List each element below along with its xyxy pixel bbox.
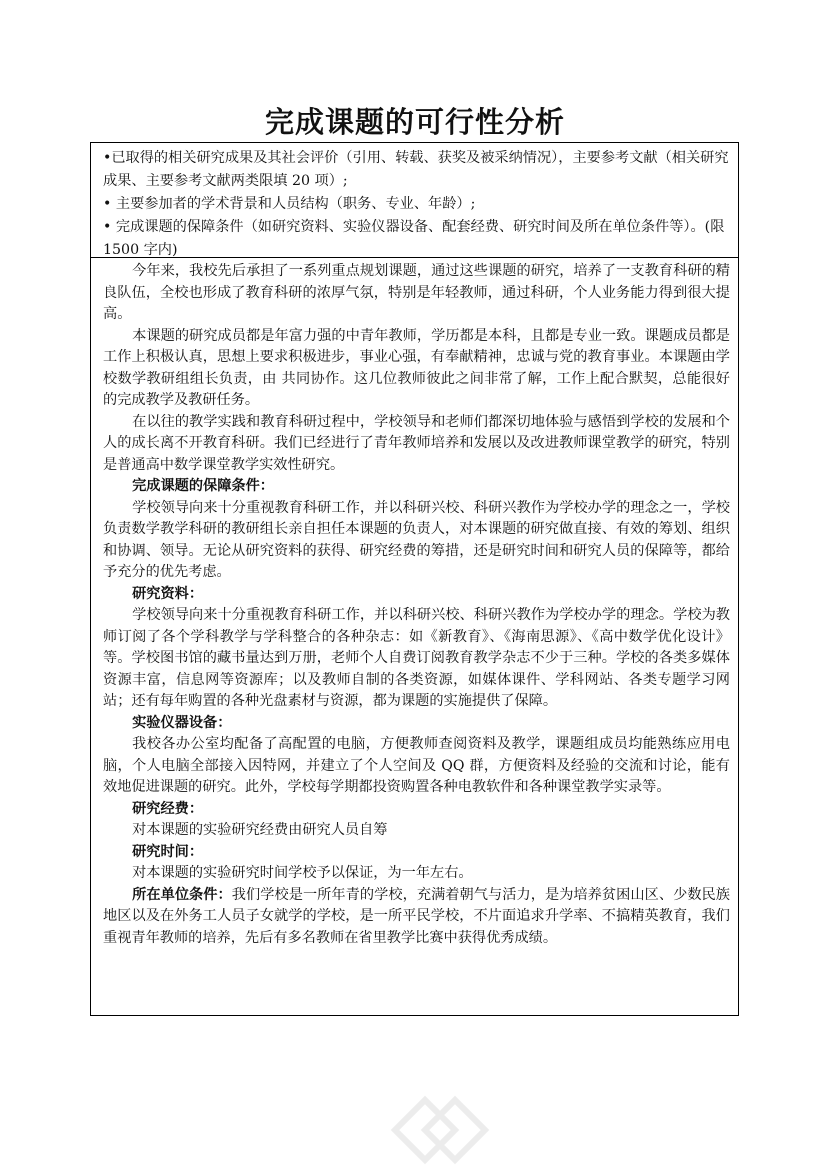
paragraph-team: 今年来，我校先后承担了一系列重点规划课题，通过这些课题的研究，培养了一支教育科研的精良队伍，全校也形成了教育科研的浓厚气氛，特别是年轻教师，通过科研，个人业务能力得到很大提高。 bbox=[103, 263, 730, 322]
instruction-item: • 主要参加者的学术背景和人员结构（职务、专业、年龄）; bbox=[103, 196, 476, 212]
page-title: 完成课题的可行性分析 bbox=[264, 105, 565, 139]
paragraph-funding: 对本课题的实验研究经费由研究人员自筹 bbox=[132, 822, 388, 838]
paragraph-time: 对本课题的实验研究时间学校予以保证，为一年左右。 bbox=[132, 865, 473, 881]
instructions-cell bbox=[91, 143, 738, 258]
instruction-item: • 完成课题的保障条件（如研究资料、实验仪器设备、配套经费、研究时间及所在单位条件等）。(限 1500 字内) bbox=[103, 219, 725, 258]
paragraph-practice: 在以往的教学实践和教育科研过程中，学校领导和老师们都深切地体验与感悟到学校的发展和个人的成长离不开教育科研。我们已经进行了青年教师培养和发展以及改进教师课堂教学的研究，特别是普通高中数学课堂教学实效性研究。 bbox=[103, 413, 730, 473]
heading-equipment: 实验仪器设备： bbox=[132, 714, 232, 731]
paragraph-unit-text: 我们学校是一所年青的学校，充满着朝气与活力，是为培养贫困山区、少数民族地区以及在外务工人员子女就学的学校，是一所平民学校，不片面追求升学率、不搞精英教育，我们重视青年教师的培养，先后有多名教师在省里教学比赛中获得优秀成绩。 bbox=[103, 886, 730, 946]
instruction-item: •已取得的相关研究成果及其社会评价（引用、转载、获奖及被采纳情况），主要参考文献（相关研究成果、主要参考文献两类限填 20 项）; bbox=[103, 150, 729, 189]
heading-materials: 研究资料： bbox=[132, 585, 204, 602]
paragraph-members: 本课题的研究成员都是年富力强的中青年教师，学历都是本科，且都是专业一致。课题成员都是工作上积极认真，思想上要求积极进步，事业心强，有奉献精神，忠诚与党的教育事业。本课题由学校数学教研组组长负责，由 共同协作。这几位教师彼此之间非常了解，工作上配合默契，总能很好的完成教学及教研任务。 bbox=[103, 327, 730, 408]
heading-guarantee: 完成课题的保障条件： bbox=[132, 478, 274, 494]
content-cell bbox=[91, 258, 738, 949]
paragraph-equipment: 我校各办公室均配备了高配置的电脑，方便教师查阅资料及教学，课题组成员均能熟练应用电脑，个人电脑全部接入因特网，并建立了个人空间及 QQ 群，方便资料及经验的交流和讨论，能有效地促进课题的研究。此外，学校每学期都投资购置各种电教软件和各种课堂教学实录等。 bbox=[103, 736, 730, 795]
paragraph-guarantee: 学校领导向来十分重视教育科研工作，并以科研兴校、科研兴教作为学校办学的理念之一，学校负责数学教学科研的教研组长亲自担任本课题的负责人，对本课题的研究做直接、有效的筹划、组织和协调、领导。无论从研究资料的获得、研究经费的筹措，还是研究时间和研究人员的保障等，都给予充分的优先考虑。 bbox=[103, 499, 730, 580]
heading-unit: 所在单位条件： bbox=[132, 886, 232, 903]
paragraph-materials: 学校领导向来十分重视教育科研工作，并以科研兴校、科研兴教作为学校办学的理念。学校为教师订阅了各个学科教学与学科整合的各种杂志：如《新教育》、《海南思源》、《高中数学优化设计》等。学校图书馆的藏书量达到万册，老师个人自费订阅教育教学杂志不少于三种。学校的各类多媒体资源丰富，信息网等资源库；以及教师自制的各类资源，如媒体课件、学科网站、各类专题学习网站；还有每年购置的各种光盘素材与资源，都为课题的实施提供了保障。 bbox=[103, 607, 730, 709]
heading-funding: 研究经费： bbox=[132, 800, 204, 817]
heading-time: 研究时间： bbox=[132, 843, 204, 860]
watermark-icon bbox=[385, 1070, 495, 1170]
form-table bbox=[90, 142, 739, 1016]
paragraph-unit bbox=[103, 885, 730, 950]
